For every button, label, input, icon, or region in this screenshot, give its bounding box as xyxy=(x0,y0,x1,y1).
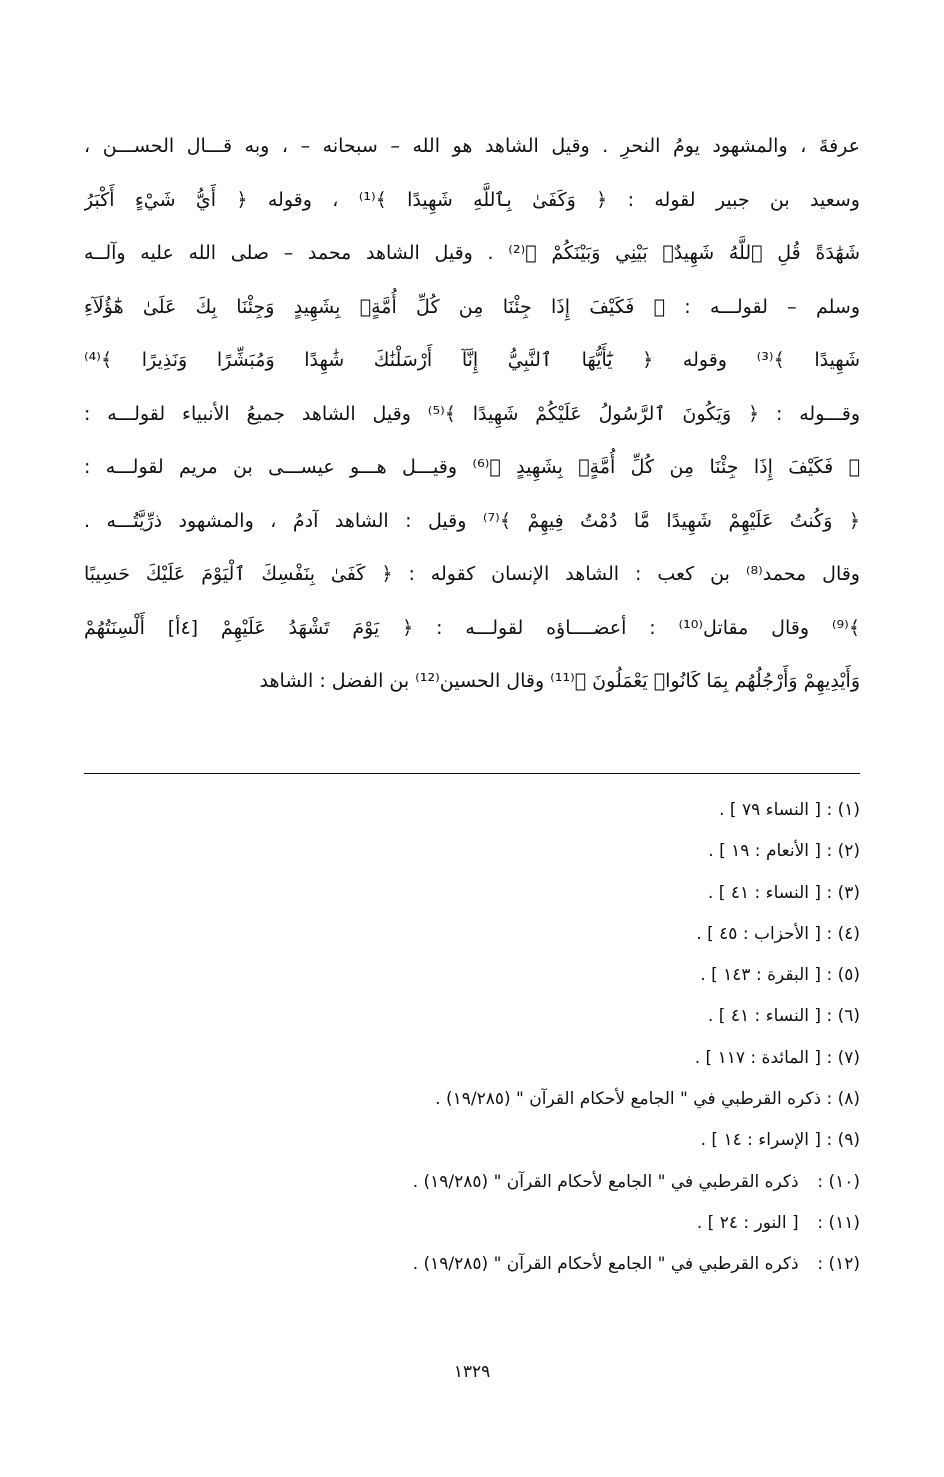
footnote-number: (١٠) : xyxy=(817,1171,860,1192)
footnote-item xyxy=(160,996,860,1037)
footnote-number: (٦) : xyxy=(826,1006,860,1027)
footnote-item xyxy=(160,790,860,831)
footnote-text: [ الأحزاب : ٤٥ ] . xyxy=(696,923,822,944)
footnote-item xyxy=(160,873,860,914)
footnote-number: (٨) : xyxy=(826,1089,860,1110)
body-line: شَهَٰدَةً قُلِ ٱللَّهُ شَهِيدٌۢ بَيْنِي وَبَيْنَكُمْ ﴾⁽²⁾ . وقيل الشاهد محمد – صلى الله عليه وآلــه xyxy=(84,242,860,264)
footnote-item xyxy=(160,1038,860,1079)
footnote-number: (٢) : xyxy=(826,841,860,862)
body-line: وقال محمد⁽⁸⁾ بن كعب : الشاهد الإنسان كقوله : ﴿ كَفَىٰ بِنَفْسِكَ ٱلْيَوْمَ عَلَيْكَ حَسِيبًا xyxy=(84,563,860,585)
footnote-text: ذكره القرطبي في " الجامع لأحكام القرآن " (١٩/٢٨٥) . xyxy=(412,1171,799,1192)
footnote-text: [ النساء : ٤١ ] . xyxy=(707,882,822,903)
body-line: وَأَيْدِيهِمْ وَأَرْجُلُهُم بِمَا كَانُوا۟ يَعْمَلُونَ ﴾⁽¹¹⁾ وقال الحسين⁽¹²⁾ بن الفضل : الشاهد xyxy=(259,670,860,692)
footnote-text: ذكره القرطبي في " الجامع لأحكام القرآن " (١٩/٢٨٥) . xyxy=(435,1089,822,1110)
body-line: وقـــوله : ﴿ وَيَكُونَ ٱلرَّسُولُ عَلَيْكُمْ شَهِيدًا ﴾⁽⁵⁾ وقيل الشاهد جميعُ الأنبياء لقولـــه : xyxy=(84,402,860,425)
footnote-number: (٥) : xyxy=(826,965,860,986)
footnote-number: (٤) : xyxy=(826,923,860,944)
footnotes-list xyxy=(160,790,860,1286)
footnote-number: (١٢) : xyxy=(817,1254,860,1275)
footnote-text: [ البقرة : ١٤٣ ] . xyxy=(700,965,822,986)
footnote-text: [ النور : ٢٤ ] . xyxy=(696,1212,799,1233)
footnote-item xyxy=(160,831,860,872)
body-line: ﴾⁽⁹⁾ وقال مقاتل⁽¹⁰⁾ : أعضــــاؤه لقولـــه : ﴿ يَوْمَ تَشْهَدُ عَلَيْهِمْ [٤أ] أَلْسِنَتُهُمْ xyxy=(84,616,860,639)
footnote-text: [ النساء ٧٩ ] . xyxy=(719,800,822,820)
body-text xyxy=(84,120,860,709)
footnote-number: (٩) : xyxy=(826,1130,860,1151)
footnote-number: (١) : xyxy=(826,800,860,820)
footnote-item xyxy=(160,914,860,955)
footnote-text: ذكره القرطبي في " الجامع لأحكام القرآن " (١٩/٢٨٥) . xyxy=(412,1254,799,1275)
footnote-text: [ النساء : ٤١ ] . xyxy=(707,1006,822,1027)
body-line: عرفةَ ، والمشهود يومُ النحرِ . وقيل الشاهد هو الله – سبحانه – ، وبه قـــال الحســـن ، xyxy=(84,135,860,157)
body-line: شَهِيدًا ﴾⁽³⁾ وقوله ﴿ يَٰٓأَيُّهَا ٱلنَّبِيُّ إِنَّآ أَرْسَلْنَٰكَ شَٰهِدًا وَمُبَشِّرًا وَنَذِيرًا ﴾⁽⁴⁾ xyxy=(84,349,860,371)
footnote-item xyxy=(160,1244,860,1285)
footnote-text: [ المائدة : ١١٧ ] . xyxy=(694,1047,822,1068)
footnote-item xyxy=(160,1162,860,1203)
footnote-number: (٧) : xyxy=(826,1047,860,1068)
footnote-item xyxy=(160,1079,860,1120)
body-line: وسعيد بن جبير لقوله : ﴿ وَكَفَىٰ بِٱللَّهِ شَهِيدًا ﴾⁽¹⁾ ، وقوله ﴿ أَيُّ شَيْءٍ أَكْبَرُ xyxy=(84,188,860,211)
footnote-number: (١١) : xyxy=(817,1212,860,1233)
body-line: ﴿ فَكَيْفَ إِذَا جِئْنَا مِن كُلِّ أُمَّةٍۭ بِشَهِيدٍ ﴾⁽⁶⁾ وقيـــل هـــو عيســـى بن مريم لقولـــه : xyxy=(84,456,860,478)
footnote-item xyxy=(160,1120,860,1161)
footnote-separator xyxy=(84,773,860,774)
footnote-number: (٣) : xyxy=(826,882,860,903)
footnote-item xyxy=(160,1203,860,1244)
footnote-text: [ الإسراء : ١٤ ] . xyxy=(700,1130,822,1151)
footnote-item xyxy=(160,955,860,996)
body-line: ﴿ وَكُنتُ عَلَيْهِمْ شَهِيدًا مَّا دُمْتُ فِيهِمْ ﴾⁽⁷⁾ وقيل : الشاهد آدمُ ، والمشهود ذرِّيَّتُـــه . xyxy=(84,509,860,532)
page-number: ١٣٢٩ xyxy=(453,1362,491,1382)
body-line: وسلم – لقولـــه : ﴿ فَكَيْفَ إِذَا جِئْنَا مِن كُلِّ أُمَّةٍۭ بِشَهِيدٍ وَجِئْنَا بِكَ عَلَىٰ هَٰٓؤُلَآءِ xyxy=(84,295,860,318)
footnote-text: [ الأنعام : ١٩ ] . xyxy=(708,841,822,862)
